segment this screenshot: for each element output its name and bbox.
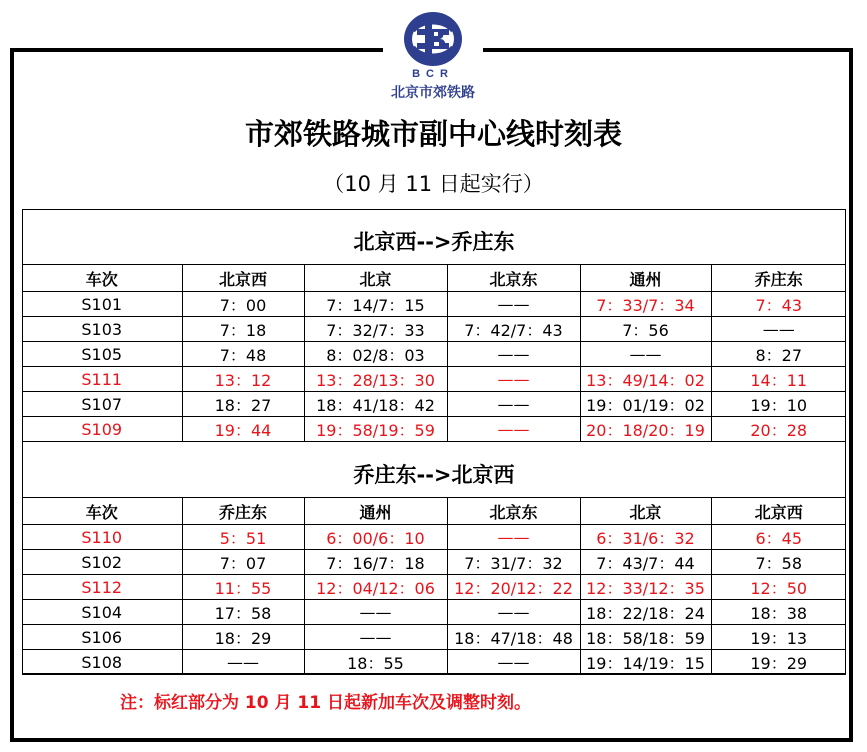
time-cell: 7：16/7：18 [304, 550, 447, 575]
time-cell: 12：33/12：35 [580, 575, 711, 600]
time-cell: —— [447, 367, 580, 392]
time-cell: 13：49/14：02 [580, 367, 711, 392]
time-cell: 18：55 [304, 650, 447, 675]
time-cell: —— [304, 600, 447, 625]
table-header-row [22, 265, 846, 292]
column-header: 北京 [304, 265, 447, 292]
column-header: 乔庄东 [182, 498, 304, 525]
time-cell: —— [182, 650, 304, 675]
logo-letters: BCR [412, 68, 454, 80]
time-cell: 18：22/18：24 [580, 600, 711, 625]
time-cell: 18：47/18：48 [447, 625, 580, 650]
table-row [22, 650, 846, 675]
train-number: S104 [22, 600, 182, 625]
time-cell: 12：20/12：22 [447, 575, 580, 600]
column-header: 北京 [580, 498, 711, 525]
time-cell: 7：00 [182, 292, 304, 317]
column-header: 北京西 [182, 265, 304, 292]
column-header: 车次 [22, 265, 182, 292]
table-row [22, 317, 846, 342]
table-row [22, 550, 846, 575]
time-cell: 12：04/12：06 [304, 575, 447, 600]
time-cell: 19：14/19：15 [580, 650, 711, 675]
time-cell: 7：32/7：33 [304, 317, 447, 342]
table-row [22, 417, 846, 442]
train-number: S102 [22, 550, 182, 575]
time-cell: —— [447, 392, 580, 417]
train-number: S106 [22, 625, 182, 650]
time-cell: 19：29 [711, 650, 846, 675]
time-cell: 19：58/19：59 [304, 417, 447, 442]
column-header: 北京西 [711, 498, 846, 525]
time-cell: 20：28 [711, 417, 846, 442]
table-row [22, 342, 846, 367]
time-cell: —— [580, 342, 711, 367]
table-header-row [22, 498, 846, 525]
time-cell: 19：13 [711, 625, 846, 650]
time-cell: 20：18/20：19 [580, 417, 711, 442]
time-cell: 18：58/18：59 [580, 625, 711, 650]
time-cell: 7：33/7：34 [580, 292, 711, 317]
time-cell: 7：18 [182, 317, 304, 342]
time-cell: 19：10 [711, 392, 846, 417]
train-number: S105 [22, 342, 182, 367]
train-number: S103 [22, 317, 182, 342]
time-cell: 19：01/19：02 [580, 392, 711, 417]
page-subtitle: （10 月 11 日起实行） [323, 172, 544, 196]
time-cell: —— [447, 650, 580, 675]
time-cell: 7：42/7：43 [447, 317, 580, 342]
footnote: 注：标红部分为 10 月 11 日起新加车次及调整时刻。 [120, 693, 531, 713]
train-number: S108 [22, 650, 182, 675]
column-header: 北京东 [447, 265, 580, 292]
time-cell: —— [447, 525, 580, 550]
time-cell: —— [447, 417, 580, 442]
time-cell: 11：55 [182, 575, 304, 600]
time-cell: 12：50 [711, 575, 846, 600]
timetable-inbound [22, 497, 846, 675]
time-cell: 7：56 [580, 317, 711, 342]
column-header: 乔庄东 [711, 265, 846, 292]
train-number: S111 [22, 367, 182, 392]
table-row [22, 292, 846, 317]
column-header: 通州 [580, 265, 711, 292]
time-cell: 13：28/13：30 [304, 367, 447, 392]
time-cell: 7：43 [711, 292, 846, 317]
train-number: S107 [22, 392, 182, 417]
time-cell: —— [447, 292, 580, 317]
train-number: S112 [22, 575, 182, 600]
bcr-logo-icon [403, 10, 463, 68]
time-cell: 7：48 [182, 342, 304, 367]
time-cell: 13：12 [182, 367, 304, 392]
timetable-outbound [22, 264, 846, 442]
table-row [22, 625, 846, 650]
time-cell: 18：29 [182, 625, 304, 650]
time-cell: 5：51 [182, 525, 304, 550]
time-cell: —— [447, 600, 580, 625]
time-cell: 7：14/7：15 [304, 292, 447, 317]
column-header: 通州 [304, 498, 447, 525]
time-cell: 18：41/18：42 [304, 392, 447, 417]
time-cell: 6：31/6：32 [580, 525, 711, 550]
table-row [22, 367, 846, 392]
time-cell: 7：07 [182, 550, 304, 575]
time-cell: 7：58 [711, 550, 846, 575]
time-cell: —— [711, 317, 846, 342]
time-cell: 7：43/7：44 [580, 550, 711, 575]
table-row [22, 392, 846, 417]
time-cell: 17：58 [182, 600, 304, 625]
table-row [22, 600, 846, 625]
train-number: S109 [22, 417, 182, 442]
time-cell: 6：00/6：10 [304, 525, 447, 550]
time-cell: 18：38 [711, 600, 846, 625]
logo-name: 北京市郊铁路 [391, 84, 475, 100]
column-header: 北京东 [447, 498, 580, 525]
time-cell: 6：45 [711, 525, 846, 550]
column-header: 车次 [22, 498, 182, 525]
time-cell: 14：11 [711, 367, 846, 392]
table-row [22, 525, 846, 550]
table-row [22, 575, 846, 600]
time-cell: 18：27 [182, 392, 304, 417]
time-cell: —— [304, 625, 447, 650]
time-cell: 8：02/8：03 [304, 342, 447, 367]
time-cell: 8：27 [711, 342, 846, 367]
time-cell: 7：31/7：32 [447, 550, 580, 575]
train-number: S101 [22, 292, 182, 317]
time-cell: 19：44 [182, 417, 304, 442]
section-title-qiaozhuang-to-westbound: 乔庄东-->北京西 [353, 463, 515, 487]
section-title-westbound-to-qiaozhuang: 北京西-->乔庄东 [353, 230, 515, 254]
page-title: 市郊铁路城市副中心线时刻表 [244, 117, 622, 151]
time-cell: —— [447, 342, 580, 367]
train-number: S110 [22, 525, 182, 550]
